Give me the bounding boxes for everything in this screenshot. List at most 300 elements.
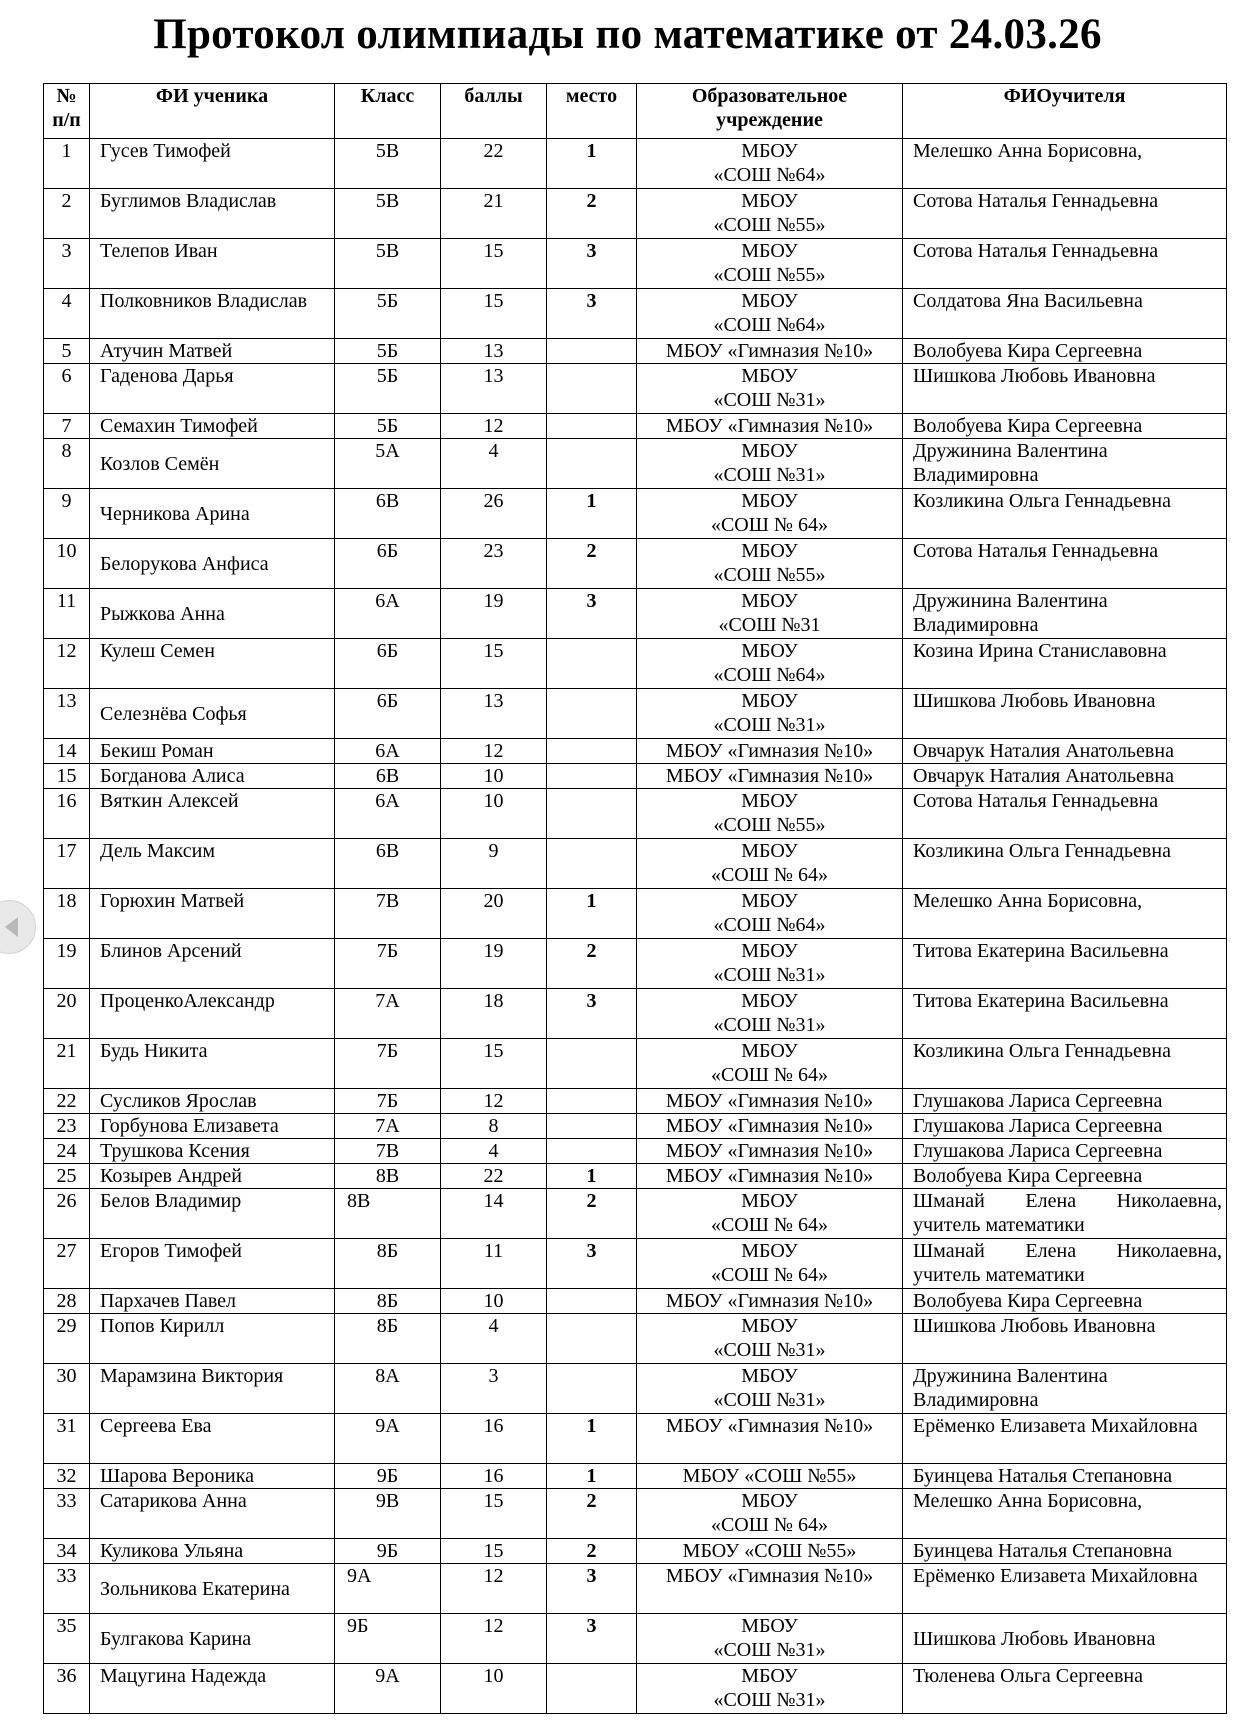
school-cell: МБОУ «Гимназия №10» (637, 764, 903, 789)
class-cell: 9Б (335, 1464, 441, 1489)
score-cell: 12 (441, 739, 547, 764)
class-cell: 8Б (335, 1314, 441, 1364)
student-name: Марамзина Виктория (90, 1364, 335, 1414)
table-row (44, 1239, 1227, 1289)
score-cell: 8 (441, 1114, 547, 1139)
school-cell: МБОУ «СОШ № 64» (637, 1039, 903, 1089)
page-title: Протокол олимпиады по математике от 24.03.26 (153, 11, 1102, 58)
place-cell: 3 (547, 989, 637, 1039)
student-name: Белов Владимир (90, 1189, 335, 1239)
place-cell: 3 (547, 1239, 637, 1289)
row-num: 33 (44, 1564, 90, 1614)
teacher-cell: Глушакова Лариса Сергеевна (903, 1139, 1227, 1164)
student-name: Атучин Матвей (90, 339, 335, 364)
score-cell: 15 (441, 1539, 547, 1564)
class-cell: 8А (335, 1364, 441, 1414)
school-cell: МБОУ «Гимназия №10» (637, 414, 903, 439)
student-name: Бекиш Роман (90, 739, 335, 764)
table-row (44, 1539, 1227, 1564)
place-cell: 3 (547, 1614, 637, 1664)
student-name: Будь Никита (90, 1039, 335, 1089)
student-name: Шарова Вероника (90, 1464, 335, 1489)
teacher-cell: Шишкова Любовь Ивановна (903, 689, 1227, 739)
school-cell: МБОУ «СОШ №55» (637, 1539, 903, 1564)
school-cell: МБОУ «СОШ №31» (637, 1614, 903, 1664)
class-cell: 5В (335, 239, 441, 289)
place-cell (547, 1289, 637, 1314)
class-cell: 6В (335, 839, 441, 889)
teacher-cell: Волобуева Кира Сергеевна (903, 1164, 1227, 1189)
class-cell: 8Б (335, 1239, 441, 1289)
table-row (44, 1314, 1227, 1364)
teacher-cell: Ерёменко Елизавета Михайловна (903, 1414, 1227, 1464)
class-cell: 5В (335, 189, 441, 239)
row-num: 4 (44, 289, 90, 339)
student-name: Телепов Иван (90, 239, 335, 289)
class-cell: 7Б (335, 939, 441, 989)
class-cell: 5Б (335, 364, 441, 414)
place-cell: 3 (547, 239, 637, 289)
class-cell: 6А (335, 739, 441, 764)
teacher-cell: Глушакова Лариса Сергеевна (903, 1114, 1227, 1139)
student-name: Горбунова Елизавета (90, 1114, 335, 1139)
score-cell: 10 (441, 789, 547, 839)
school-cell: МБОУ «СОШ №31» (637, 1664, 903, 1714)
student-name: Дель Максим (90, 839, 335, 889)
student-name: Попов Кирилл (90, 1314, 335, 1364)
school-cell: МБОУ «СОШ №55» (637, 189, 903, 239)
table-row (44, 289, 1227, 339)
header-score: баллы (441, 84, 547, 139)
table-row (44, 939, 1227, 989)
school-cell: МБОУ «СОШ № 64» (637, 839, 903, 889)
class-cell: 5Б (335, 414, 441, 439)
table-row (44, 689, 1227, 739)
score-cell: 16 (441, 1464, 547, 1489)
school-cell: МБОУ «Гимназия №10» (637, 339, 903, 364)
class-cell: 9А (335, 1414, 441, 1464)
score-cell: 4 (441, 1314, 547, 1364)
place-cell: 2 (547, 1539, 637, 1564)
row-num: 5 (44, 339, 90, 364)
teacher-cell: Сотова Наталья Геннадьевна (903, 239, 1227, 289)
place-cell: 1 (547, 1464, 637, 1489)
student-name: Блинов Арсений (90, 939, 335, 989)
row-num: 12 (44, 639, 90, 689)
student-name: Мацугина Надежда (90, 1664, 335, 1714)
student-name: Селезнёва Софья (90, 689, 335, 739)
place-cell (547, 439, 637, 489)
class-cell: 7А (335, 989, 441, 1039)
class-cell: 6Б (335, 539, 441, 589)
row-num: 31 (44, 1414, 90, 1464)
teacher-cell: Мелешко Анна Борисовна, (903, 889, 1227, 939)
score-cell: 10 (441, 1289, 547, 1314)
school-cell: МБОУ «СОШ №31 (637, 589, 903, 639)
score-cell: 12 (441, 414, 547, 439)
row-num: 21 (44, 1039, 90, 1089)
row-num: 30 (44, 1364, 90, 1414)
class-cell: 6А (335, 789, 441, 839)
teacher-cell: Овчарук Наталия Анатольевна (903, 764, 1227, 789)
school-cell: МБОУ «Гимназия №10» (637, 1414, 903, 1464)
teacher-cell: Мелешко Анна Борисовна, (903, 1489, 1227, 1539)
class-cell: 9Б (335, 1539, 441, 1564)
table-row (44, 414, 1227, 439)
teacher-cell: Сотова Наталья Геннадьевна (903, 789, 1227, 839)
teacher-cell: Солдатова Яна Васильевна (903, 289, 1227, 339)
score-cell: 22 (441, 1164, 547, 1189)
class-cell: 6Б (335, 689, 441, 739)
row-num: 20 (44, 989, 90, 1039)
score-cell: 13 (441, 339, 547, 364)
place-cell: 1 (547, 139, 637, 189)
table-row (44, 139, 1227, 189)
table-row (44, 1414, 1227, 1464)
school-cell: МБОУ «СОШ №64» (637, 139, 903, 189)
place-cell: 1 (547, 1164, 637, 1189)
place-cell (547, 764, 637, 789)
class-cell: 9А (335, 1564, 441, 1614)
score-cell: 19 (441, 589, 547, 639)
place-cell (547, 414, 637, 439)
student-name: Семахин Тимофей (90, 414, 335, 439)
school-cell: МБОУ «СОШ №64» (637, 889, 903, 939)
header-name: ФИ ученика (90, 84, 335, 139)
score-cell: 23 (441, 539, 547, 589)
row-num: 18 (44, 889, 90, 939)
place-cell: 2 (547, 939, 637, 989)
student-name: Рыжкова Анна (90, 589, 335, 639)
class-cell: 7Б (335, 1039, 441, 1089)
class-cell: 5Б (335, 339, 441, 364)
student-name: Гаденова Дарья (90, 364, 335, 414)
teacher-cell: Шманай Елена Николаевна, учитель математики (903, 1239, 1227, 1289)
score-cell: 19 (441, 939, 547, 989)
row-num: 36 (44, 1664, 90, 1714)
school-cell: МБОУ «Гимназия №10» (637, 1164, 903, 1189)
school-cell: МБОУ «СОШ № 64» (637, 1239, 903, 1289)
row-num: 10 (44, 539, 90, 589)
class-cell: 5А (335, 439, 441, 489)
student-name: Сергеева Ева (90, 1414, 335, 1464)
score-cell: 22 (441, 139, 547, 189)
student-name: Егоров Тимофей (90, 1239, 335, 1289)
header-num: № п/п (44, 84, 90, 139)
header-teacher: ФИОучителя (903, 84, 1227, 139)
class-cell: 7В (335, 889, 441, 939)
class-cell: 5Б (335, 289, 441, 339)
row-num: 3 (44, 239, 90, 289)
table-row (44, 739, 1227, 764)
table-row (44, 639, 1227, 689)
place-cell (547, 1139, 637, 1164)
place-cell (547, 839, 637, 889)
row-num: 33 (44, 1489, 90, 1539)
school-cell: МБОУ «СОШ №55» (637, 789, 903, 839)
teacher-cell: Шишкова Любовь Ивановна (903, 1314, 1227, 1364)
score-cell: 20 (441, 889, 547, 939)
row-num: 35 (44, 1614, 90, 1664)
place-cell: 1 (547, 1414, 637, 1464)
score-cell: 3 (441, 1364, 547, 1414)
teacher-cell: Буинцева Наталья Степановна (903, 1464, 1227, 1489)
header-class: Класс (335, 84, 441, 139)
school-cell: МБОУ «Гимназия №10» (637, 1114, 903, 1139)
score-cell: 10 (441, 1664, 547, 1714)
school-cell: МБОУ «СОШ №31» (637, 689, 903, 739)
score-cell: 15 (441, 239, 547, 289)
class-cell: 5В (335, 139, 441, 189)
student-name: Козырев Андрей (90, 1164, 335, 1189)
row-num: 11 (44, 589, 90, 639)
place-cell: 1 (547, 889, 637, 939)
school-cell: МБОУ «СОШ №55» (637, 239, 903, 289)
school-cell: МБОУ «Гимназия №10» (637, 1139, 903, 1164)
teacher-cell: Козликина Ольга Геннадьевна (903, 1039, 1227, 1089)
row-num: 7 (44, 414, 90, 439)
row-num: 1 (44, 139, 90, 189)
teacher-cell: Шманай Елена Николаевна, учитель математики (903, 1189, 1227, 1239)
table-row (44, 1489, 1227, 1539)
student-name: Булгакова Карина (90, 1614, 335, 1664)
row-num: 28 (44, 1289, 90, 1314)
class-cell: 6Б (335, 639, 441, 689)
table-row (44, 789, 1227, 839)
header-place: место (547, 84, 637, 139)
student-name: Гусев Тимофей (90, 139, 335, 189)
teacher-cell: Тюленева Ольга Сергеевна (903, 1664, 1227, 1714)
place-cell: 3 (547, 289, 637, 339)
school-cell: МБОУ «СОШ №64» (637, 639, 903, 689)
school-cell: МБОУ «СОШ № 64» (637, 1189, 903, 1239)
student-name: Горюхин Матвей (90, 889, 335, 939)
place-cell: 2 (547, 1489, 637, 1539)
score-cell: 15 (441, 1489, 547, 1539)
school-cell: МБОУ «СОШ №31» (637, 1314, 903, 1364)
table-row (44, 489, 1227, 539)
table-row (44, 1364, 1227, 1414)
place-cell (547, 1364, 637, 1414)
student-name: Сусликов Ярослав (90, 1089, 335, 1114)
row-num: 2 (44, 189, 90, 239)
teacher-cell: Дружинина Валентина Владимировна (903, 589, 1227, 639)
class-cell: 8В (335, 1189, 441, 1239)
class-cell: 6В (335, 764, 441, 789)
table-row (44, 1039, 1227, 1089)
row-num: 9 (44, 489, 90, 539)
table-row (44, 1664, 1227, 1714)
row-num: 25 (44, 1164, 90, 1189)
school-cell: МБОУ «СОШ №31» (637, 1364, 903, 1414)
table-row (44, 1614, 1227, 1664)
place-cell (547, 339, 637, 364)
score-cell: 4 (441, 1139, 547, 1164)
school-cell: МБОУ «СОШ №31» (637, 939, 903, 989)
teacher-cell: Дружинина Валентина Владимировна (903, 439, 1227, 489)
student-name: ПроценкоАлександр (90, 989, 335, 1039)
teacher-cell: Волобуева Кира Сергеевна (903, 1289, 1227, 1314)
row-num: 13 (44, 689, 90, 739)
teacher-cell: Дружинина Валентина Владимировна (903, 1364, 1227, 1414)
score-cell: 4 (441, 439, 547, 489)
school-cell: МБОУ «СОШ №55» (637, 539, 903, 589)
teacher-cell: Шишкова Любовь Ивановна (903, 1614, 1227, 1664)
student-name: Козлов Семён (90, 439, 335, 489)
school-cell: МБОУ «СОШ №31» (637, 439, 903, 489)
score-cell: 12 (441, 1614, 547, 1664)
score-cell: 13 (441, 689, 547, 739)
place-cell: 2 (547, 539, 637, 589)
score-cell: 16 (441, 1414, 547, 1464)
teacher-cell: Козликина Ольга Геннадьевна (903, 489, 1227, 539)
teacher-cell: Титова Екатерина Васильевна (903, 939, 1227, 989)
table-row (44, 439, 1227, 489)
student-name: Трушкова Ксения (90, 1139, 335, 1164)
table-row (44, 889, 1227, 939)
class-cell: 8Б (335, 1289, 441, 1314)
table-row (44, 1564, 1227, 1614)
teacher-cell: Волобуева Кира Сергеевна (903, 414, 1227, 439)
table-row (44, 1189, 1227, 1239)
teacher-cell: Волобуева Кира Сергеевна (903, 339, 1227, 364)
place-cell (547, 789, 637, 839)
school-cell: МБОУ «Гимназия №10» (637, 1089, 903, 1114)
table-row (44, 239, 1227, 289)
school-cell: МБОУ «СОШ №31» (637, 989, 903, 1039)
student-name: Пархачев Павел (90, 1289, 335, 1314)
row-num: 15 (44, 764, 90, 789)
teacher-cell: Буинцева Наталья Степановна (903, 1539, 1227, 1564)
table-row (44, 839, 1227, 889)
place-cell (547, 1039, 637, 1089)
place-cell: 3 (547, 1564, 637, 1614)
student-name: Зольникова Екатерина (90, 1564, 335, 1614)
class-cell: 9В (335, 1489, 441, 1539)
student-name: Богданова Алиса (90, 764, 335, 789)
row-num: 8 (44, 439, 90, 489)
score-cell: 15 (441, 639, 547, 689)
table-header-row (44, 84, 1227, 139)
score-cell: 10 (441, 764, 547, 789)
school-cell: МБОУ «Гимназия №10» (637, 739, 903, 764)
row-num: 32 (44, 1464, 90, 1489)
school-cell: МБОУ «СОШ № 64» (637, 489, 903, 539)
school-cell: МБОУ «СОШ №55» (637, 1464, 903, 1489)
place-cell: 2 (547, 1189, 637, 1239)
place-cell (547, 1089, 637, 1114)
student-name: Кулеш Семен (90, 639, 335, 689)
teacher-cell: Сотова Наталья Геннадьевна (903, 539, 1227, 589)
score-cell: 12 (441, 1089, 547, 1114)
class-cell: 7В (335, 1139, 441, 1164)
score-cell: 13 (441, 364, 547, 414)
table-row (44, 364, 1227, 414)
student-name: Черникова Арина (90, 489, 335, 539)
score-cell: 11 (441, 1239, 547, 1289)
table-row (44, 989, 1227, 1039)
class-cell: 7А (335, 1114, 441, 1139)
class-cell: 6В (335, 489, 441, 539)
table-row (44, 1164, 1227, 1189)
score-cell: 21 (441, 189, 547, 239)
school-cell: МБОУ «СОШ №64» (637, 289, 903, 339)
row-num: 34 (44, 1539, 90, 1564)
class-cell: 9Б (335, 1614, 441, 1664)
results-table (43, 83, 1227, 1714)
class-cell: 7Б (335, 1089, 441, 1114)
row-num: 24 (44, 1139, 90, 1164)
teacher-cell: Овчарук Наталия Анатольевна (903, 739, 1227, 764)
class-cell: 8В (335, 1164, 441, 1189)
table-row (44, 1289, 1227, 1314)
school-cell: МБОУ «СОШ №31» (637, 364, 903, 414)
student-name: Куликова Ульяна (90, 1539, 335, 1564)
school-cell: МБОУ «СОШ № 64» (637, 1489, 903, 1539)
class-cell: 9А (335, 1664, 441, 1714)
school-cell: МБОУ «Гимназия №10» (637, 1289, 903, 1314)
teacher-cell: Титова Екатерина Васильевна (903, 989, 1227, 1039)
place-cell (547, 364, 637, 414)
teacher-cell: Козликина Ольга Геннадьевна (903, 839, 1227, 889)
row-num: 26 (44, 1189, 90, 1239)
place-cell (547, 1664, 637, 1714)
place-cell (547, 639, 637, 689)
teacher-cell: Козина Ирина Станиславовна (903, 639, 1227, 689)
teacher-cell: Сотова Наталья Геннадьевна (903, 189, 1227, 239)
table-row (44, 189, 1227, 239)
place-cell: 1 (547, 489, 637, 539)
row-num: 14 (44, 739, 90, 764)
row-num: 22 (44, 1089, 90, 1114)
score-cell: 15 (441, 1039, 547, 1089)
table-row (44, 1114, 1227, 1139)
score-cell: 12 (441, 1564, 547, 1614)
student-name: Полковников Владислав (90, 289, 335, 339)
row-num: 29 (44, 1314, 90, 1364)
row-num: 19 (44, 939, 90, 989)
score-cell: 15 (441, 289, 547, 339)
table-row (44, 1464, 1227, 1489)
table-row (44, 539, 1227, 589)
scroll-left-handle[interactable] (0, 900, 36, 954)
student-name: Сатарикова Анна (90, 1489, 335, 1539)
place-cell (547, 1114, 637, 1139)
arrow-left-icon (5, 917, 18, 937)
row-num: 6 (44, 364, 90, 414)
place-cell: 3 (547, 589, 637, 639)
table-row (44, 589, 1227, 639)
table-row (44, 1089, 1227, 1114)
place-cell (547, 1314, 637, 1364)
teacher-cell: Глушакова Лариса Сергеевна (903, 1089, 1227, 1114)
row-num: 23 (44, 1114, 90, 1139)
row-num: 27 (44, 1239, 90, 1289)
table-row (44, 1139, 1227, 1164)
teacher-cell: Шишкова Любовь Ивановна (903, 364, 1227, 414)
score-cell: 26 (441, 489, 547, 539)
score-cell: 14 (441, 1189, 547, 1239)
place-cell (547, 689, 637, 739)
header-school: Образовательное учреждение (637, 84, 903, 139)
table-row (44, 339, 1227, 364)
student-name: Вяткин Алексей (90, 789, 335, 839)
table-row (44, 764, 1227, 789)
row-num: 17 (44, 839, 90, 889)
class-cell: 6А (335, 589, 441, 639)
student-name: Белорукова Анфиса (90, 539, 335, 589)
student-name: Буглимов Владислав (90, 189, 335, 239)
